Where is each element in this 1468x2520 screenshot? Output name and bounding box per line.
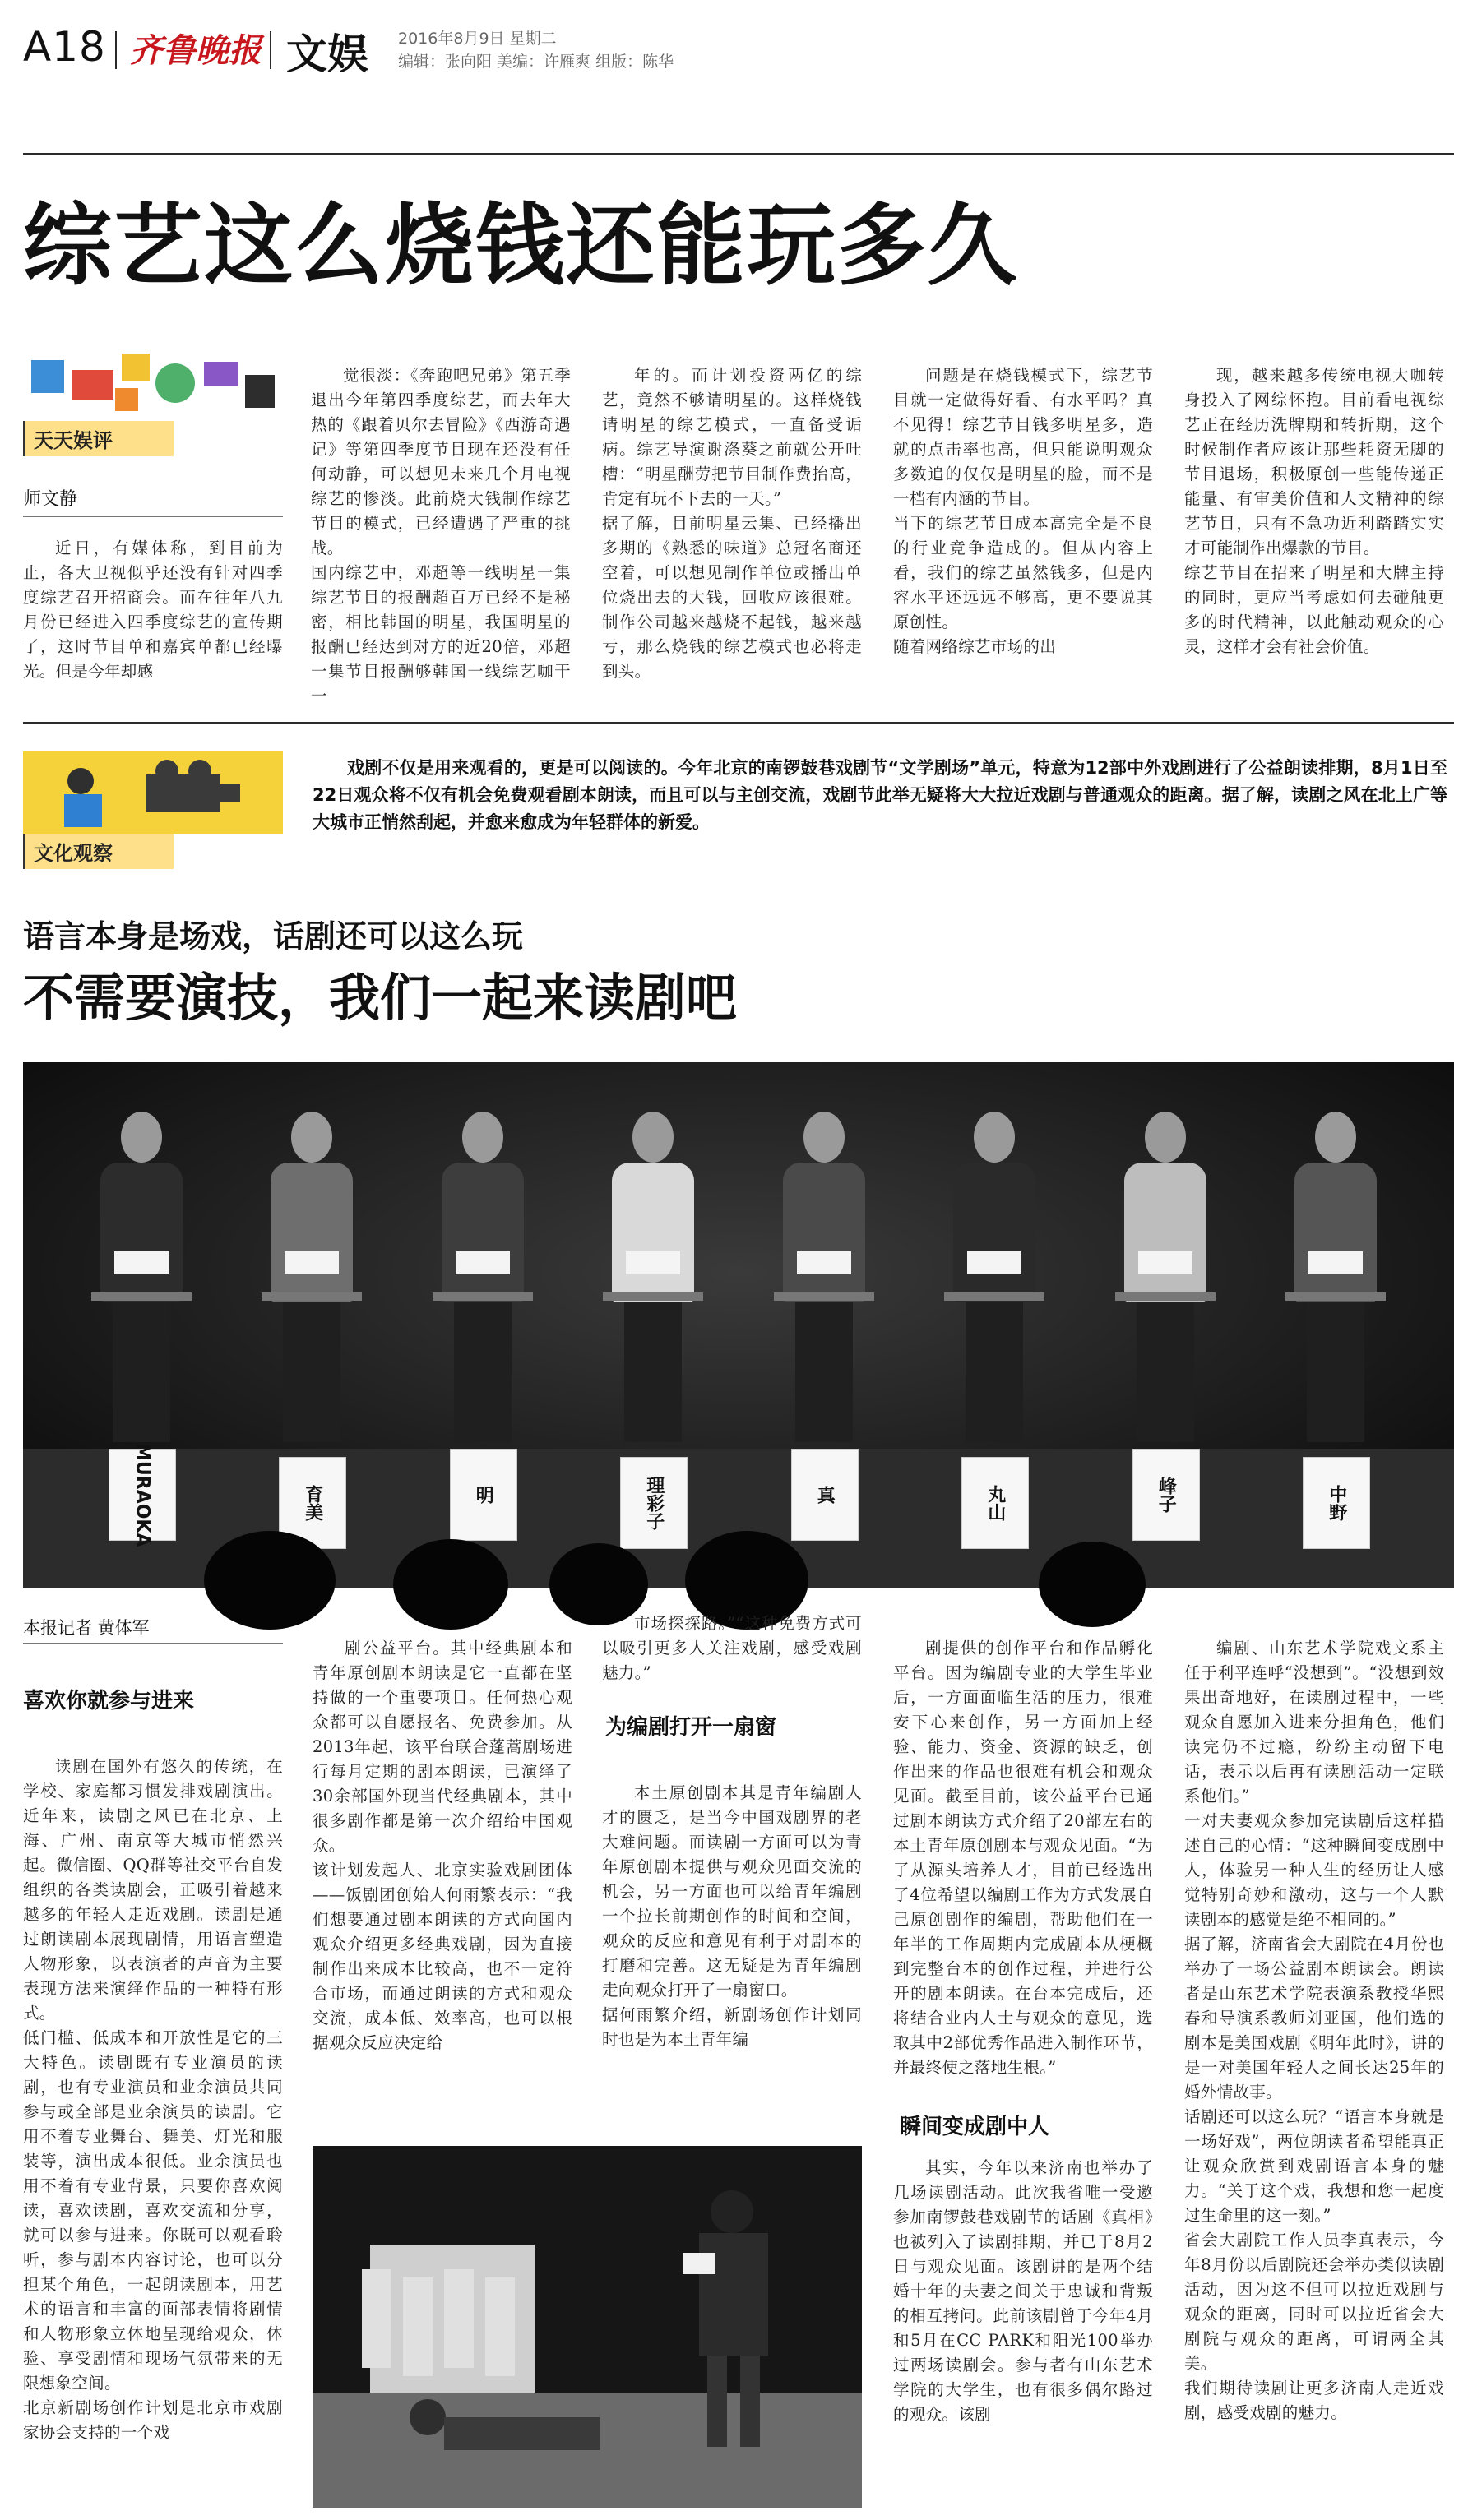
page-number: A18 [23, 23, 106, 71]
performer-legs [966, 1302, 1023, 1442]
performer-body [100, 1163, 183, 1302]
performer-figure [1120, 1112, 1211, 1457]
performer-body [612, 1163, 694, 1302]
performer-body [953, 1163, 1035, 1302]
culture-byline: 本报记者 黄体军 [23, 1618, 150, 1638]
author-underline [23, 516, 283, 517]
culture-headline: 不需要演技，我们一起来读剧吧 [23, 968, 738, 1028]
culture-lead: 戏剧不仅是用来观看的，更是可以阅读的。今年北京的南锣鼓巷戏剧节“文学剧场”单元，特意为12部中外戏剧进行了公益朗读排期，8月1日至22日观众将不仅有机会免费观看剧本朗读，而且可以与主创交流，戏剧节此举无疑将大大拉近戏剧与普通观众的距离。据了解，读剧之风在北上广等大城市正悄然刮起，并愈来愈成为年轻群体的新爱。 [313, 758, 1447, 832]
chair [262, 1292, 362, 1301]
name-card-label: 理彩子 [643, 1476, 665, 1530]
date-line: 2016年8月9日 星期二 [398, 30, 557, 48]
performer-head [974, 1112, 1015, 1163]
performer-legs [795, 1302, 853, 1442]
subhead-2: 为编剧打开一扇窗 [605, 1715, 777, 1740]
culture-col-5: 编剧、山东艺术学院戏文系主任于利平连呼“没想到”。“没想到效果出奇地好，在读剧过程中，一些观众自愿加入进来分担角色，他们读完仍不过瘾，纷纷主动留下电话，表示以后再有读剧活动一定联系他们。” 一对夫妻观众参加完读剧后这样描述自己的心情：“这种瞬间变成剧中人，体验另一种人生的经历让人感觉特别奇妙和激动，这与一个人默读剧本的感觉是绝不相同的。” 据了解，济南省会大剧院在4月份也举办了一场公益剧本朗读会。朗读者是山东艺术学院表演系教授华熙春和导演系教师刘亚国，他们选的剧本是美国戏剧《明年此时》，讲的是一对美国年轻人之间长达25年的婚外情故事。 话剧还可以这么玩？“语言本身就是一场好戏”，两位朗读者希望能真正让观众欣赏到戏剧语言本身的魅力。“关于这个戏，我想和您一起度过生命里的这一刻。” 省会大剧院工作人员李真表示，今年8月份以后剧院还会举办类似读剧活动，因为这不但可以拉近戏剧与观众的距离，同时可以拉近省会大剧院与观众的距离，可谓两全其美。 我们期待读剧让更多济南人走近戏剧，感受戏剧的魅力。 [1184, 1639, 1444, 2422]
script-pages [456, 1251, 510, 1274]
subhead-3: 瞬间变成剧中人 [900, 2115, 1050, 2139]
performer-legs [624, 1302, 682, 1442]
performer-head [1145, 1112, 1186, 1163]
masthead-divider [115, 31, 117, 69]
culture-col-3: 本土原创剧本其是青年编剧人才的匮乏，是当今中国戏剧界的老大难问题。而读剧一方面可以为青年原创剧本提供与观众见面交流的机会，另一方面也可以给青年编剧一个拉长前期创作的时间和空间，观众的反应和意见有利于对剧本的打磨和完善。这无疑是为青年编剧走向观众打开了一扇窗口。 据何雨繁介绍，新剧场创作计划同时也是为本土青年编 [602, 1783, 862, 2049]
reading-rehearsal-photo [313, 2146, 862, 2508]
performer-figure [438, 1112, 528, 1457]
culture-column-label: 文化观察 [23, 834, 174, 869]
culture-badge [23, 751, 283, 875]
review-col-1: 近日，有媒体称，到目前为止，各大卫视似乎还没有针对四季度综艺召开招商会。而在往年八九月份已经进入四季度综艺的宣传期了，这时节目单和嘉宾单都已经曝光。但是今年却感 [23, 539, 283, 681]
script-pages [967, 1251, 1021, 1274]
rehearsal-scene [313, 2146, 862, 2508]
culture-kicker: 语言本身是场戏，话剧还可以这么玩 [23, 918, 524, 955]
review-badge [23, 345, 283, 452]
chair [1115, 1292, 1216, 1301]
masthead-divider [270, 31, 271, 69]
performer-legs [454, 1302, 512, 1442]
review-col-2: 觉很淡：《奔跑吧兄弟》第五季退出今年第四季度综艺，而去年大热的《跟着贝尔去冒险》《西游奇遇记》等第四季度节目现在还没有任何动静，可以想见未来几个月电视综艺的惨淡。此前烧大钱制作综艺节目的模式，已经遭遇了严重的挑战。 国内综艺中，邓超等一线明星一集综艺节目的报酬超百万已经不是秘密，相比韩国的明星，我国明星的报酬已经达到对方的近20倍，邓超一集节目报酬够韩国一线综艺咖干一 [311, 366, 571, 705]
script-pages [285, 1251, 339, 1274]
script-pages [626, 1251, 680, 1274]
top-rule [23, 153, 1454, 155]
performer-head [1315, 1112, 1356, 1163]
review-col-3: 年的。而计划投资两亿的综艺，竟然不够请明星的。这样烧钱请明星的综艺模式，一直备受诟病。综艺导演谢涤葵之前就公开吐槽：“明星酬劳把节目制作费抬高，肯定有玩不下去的一天。” 据了解，目前明星云集、已经播出多期的《熟悉的味道》总冠名商还空着，可以想见制作单位或播出单位烧出去的大钱，回收应该很难。制作公司越来越烧不起钱，越来越亏，那么烧钱的综艺模式也必将走到头。 [602, 366, 862, 681]
performer-head [462, 1112, 503, 1163]
culture-col-2: 剧公益平台。其中经典剧本和青年原创剧本朗读是它一直都在坚持做的一个重要项目。任何热心观众都可以自愿报名、免费参加。从2013年起，该平台联合蓬蒿剧场进行每月定期的剧本朗读，已演绎了30余部国外现当代经典剧本，其中很多剧作都是第一次介绍给中国观众。 该计划发起人、北京实验戏剧团体——饭剧团创始人何雨繁表示：“我们想要通过剧本朗读的方式向国内观众介绍更多经典戏剧，因为直接制作出来成本比较高，也不一定符合市场，而通过朗读的方式和观众交流，成本低、效率高，也可以根据观众反应决定给 [313, 1639, 572, 2052]
script-pages [1308, 1251, 1363, 1274]
name-card-label: 真 [814, 1486, 836, 1504]
name-card-label: 丸山 [984, 1485, 1006, 1521]
script-pages [114, 1251, 169, 1274]
culture-col-4: 剧提供的创作平台和作品孵化平台。因为编剧专业的大学生毕业后，一方面面临生活的压力，很难安下心来创作，另一方面加上经验、能力、资金、资源的缺乏，创作出来的作品也很难有机会和观众见面。截至目前，该公益平台已通过剧本朗读方式介绍了20部左右的本土青年原创剧本与观众见面。“为了从源头培养人才，目前已经选出了4位希望以编剧工作为方式发展自己原创剧作的编剧，帮助他们在一年半的工作周期内完成剧本从梗概到完整台本的创作过程，并进行公开的剧本朗读。在台本完成后，还将结合业内人士与观众的意见，选取其中2部优秀作品进入制作环节，并最终使之落地生根。” [893, 1639, 1153, 2077]
chair [433, 1292, 533, 1301]
review-author: 师文静 [23, 489, 78, 510]
film-camera-icon [23, 751, 283, 834]
chair [91, 1292, 192, 1301]
chair [603, 1292, 703, 1301]
name-card-label: 育美 [302, 1485, 323, 1521]
name-card-label: 中野 [1326, 1485, 1347, 1521]
performer-head [121, 1112, 162, 1163]
audience-silhouettes [23, 1506, 1454, 1588]
performer-figure [266, 1112, 357, 1457]
performer-legs [113, 1302, 170, 1442]
subhead-1: 喜欢你就参与进来 [23, 1689, 195, 1713]
camera-film-icon [23, 345, 283, 421]
stage-reading-photo [23, 1062, 1454, 1588]
culture-col-4b: 其实，今年以来济南也举办了几场读剧活动。此次我省唯一受邀参加南锣鼓巷戏剧节的话剧《真相》也被列入了读剧排期，并已于8月2日与观众见面。该剧讲的是两个结婚十年的夫妻之间关于忠诚和背叛的相互拷问。此前该剧曾于今年4月和5月在CC PARK和阳光100举办过两场读剧会。参与者有山东艺术学院的大学生，也有很多偶尔路过的观众。该剧 [893, 2158, 1153, 2424]
script-pages [1138, 1251, 1192, 1274]
staff-line: 编辑：张向阳 美编：许雁爽 组版：陈华 [398, 53, 674, 71]
review-col-4: 问题是在烧钱模式下，综艺节目就一定做得好看、有水平吗？真不见得！综艺节目钱多明星多，造就的点击率也高，但只能说明观众多数追的仅仅是明星的脸，而不是一档有内涵的节目。 当下的综艺节目成本高完全是不良的行业竞争造成的。但从内容上看，我们的综艺虽然钱多，但是内容水平还远远不够高，更不要说其原创性。 随着网络综艺市场的出 [893, 366, 1153, 656]
review-column-label: 天天娱评 [23, 421, 174, 456]
culture-col-3-top: 市场探探路。”“这种免费方式可以吸引更多人关注戏剧，感受戏剧魅力。” [602, 1614, 862, 1682]
performer-figure [96, 1112, 187, 1457]
byline-underline [23, 1643, 283, 1644]
performer-figure [1290, 1112, 1381, 1457]
performer-body [1124, 1163, 1206, 1302]
performer-body [271, 1163, 353, 1302]
performer-figure [949, 1112, 1040, 1457]
section-title: 文娱 [286, 30, 368, 78]
name-card-label: 明 [473, 1486, 494, 1504]
performer-head [632, 1112, 674, 1163]
performer-body [783, 1163, 865, 1302]
culture-col-1: 读剧在国外有悠久的传统，在学校、家庭都习惯发排戏剧演出。近年来，读剧之风已在北京、上海、广州、南京等大城市悄然兴起。微信圈、QQ群等社交平台自发组织的各类读剧会，正吸引着越来越多的年轻人走近戏剧。读剧是通过朗读剧本展现剧情，用语言塑造人物形象，以表演者的声音为主要表现方法来演绎作品的一种特有形式。 低门槛、低成本和开放性是它的三大特色。读剧既有专业演员的读剧，也有专业演员和业余演员共同参与或全部是业余演员的读剧。它用不着专业舞台、舞美、灯光和服装等，演出成本很低。业余演员也用不着有专业背景，只要你喜欢阅读，喜欢读剧，喜欢交流和分享，就可以参与进来。你既可以观看聆听，参与剧本内容讨论，也可以分担某个角色，一起朗读剧本，用艺术的语言和丰富的面部表情将剧情和人物形象立体地呈现给观众，体验、享受剧情和现场气氛带来的无限想象空间。 北京新剧场创作计划是北京市戏剧家协会支持的一个戏 [23, 1757, 283, 2442]
section-rule [23, 722, 1454, 724]
chair [774, 1292, 874, 1301]
name-card-label: MURAOKA [132, 1442, 153, 1547]
chair [1285, 1292, 1386, 1301]
script-pages [797, 1251, 851, 1274]
main-title: 综艺这么烧钱还能玩多久 [23, 195, 1019, 298]
performer-figure [608, 1112, 698, 1457]
review-col-5: 现，越来越多传统电视大咖转身投入了网综怀抱。目前看电视综艺正在经历洗牌期和转折期，这个时候制作者应该让那些耗资无脚的节目退场，积极原创一些能传递正能量、有审美价值和人文精神的综艺节目，只有不急功近利踏踏实实才可能制作出爆款的节目。 综艺节目在招来了明星和大牌主持的同时，更应当考虑如何去碰触更多的时代精神，以此触动观众的心灵，这样才会有社会价值。 [1184, 366, 1444, 656]
chair [944, 1292, 1044, 1301]
performer-head [291, 1112, 332, 1163]
performer-legs [1307, 1302, 1364, 1442]
paper-logo: 齐鲁晚报 [130, 31, 262, 70]
performer-legs [1137, 1302, 1194, 1442]
name-card-label: 峰子 [1155, 1477, 1177, 1513]
performer-figure [779, 1112, 869, 1457]
performer-body [1294, 1163, 1377, 1302]
performer-legs [283, 1302, 340, 1442]
performer-head [803, 1112, 845, 1163]
performer-body [442, 1163, 524, 1302]
